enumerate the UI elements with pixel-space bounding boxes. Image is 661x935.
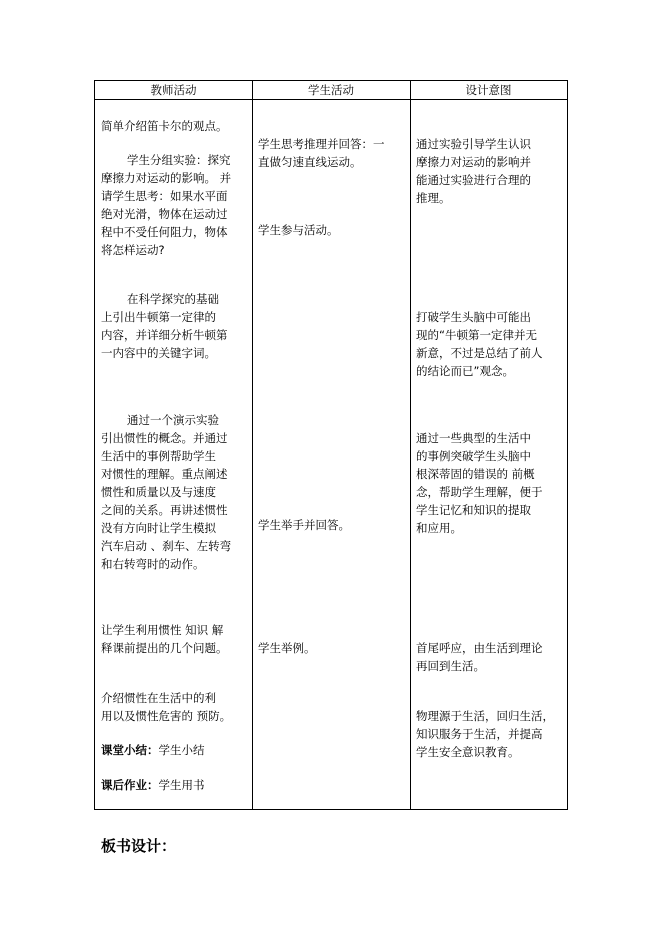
teacher-intro: 简单介绍笛卡尔的观点。 — [101, 119, 228, 133]
class-summary — [101, 741, 205, 759]
student-raise-hand: 学生举手并回答。 — [258, 518, 350, 532]
student-examples: 学生举例。 — [258, 641, 316, 655]
class-summary-label: 课堂小结： — [101, 743, 159, 757]
header-teacher: 教师活动 — [150, 83, 197, 97]
student-participate: 学生参与活动。 — [258, 223, 339, 237]
column-divider-2 — [410, 81, 411, 809]
homework — [101, 776, 205, 794]
student-answer-1: 学生思考推理并回答：一 — [258, 137, 385, 151]
table-header-row — [95, 81, 567, 100]
column-divider-1 — [252, 81, 253, 809]
class-summary-text: 学生小结 — [158, 743, 205, 757]
lesson-table: 教师活动 学生活动 设计意图 简单介绍笛卡尔的观点。 学生分组实验：探究 摩擦力对运动的影响。 并 请学生思考：如果水平面 绝对光滑，物体在运动过 程中不受任何阻力，物体 将怎样运动? 在科学探究的基础 上引出牛顿第一定律的 内容，并详细分析牛顿第 一内容中的关键字词。 通过一个演示实验 引出惯性的概念。并通过 生活中的事例帮助学生 对惯性的理解。重点阐述 惯性和质量以及与速度 之间的关系。再讲述惯性 没有方向时让学生模拟 汽车启动 、刹车、左转弯 和右转弯时的动作。 让学生利用惯性 知识 解 释课前提出的几个问题。 介绍惯性在生活中的利 用以及惯性危害的 预防。 课堂小结：学生小结 课后作业：学生用书 学生思考推理并回答：一 直做匀速直线运动。 学生参与活动。 学生举手并回答。 学生举例。 通过实验引导学生认识 摩擦力对运动的影响并 能通过实验进行合理的 推理。 打破学生头脑中可能出 现的“牛顿第一定律并无 新意，不过是总结了前人 的结论而已”观念。 通过一些典型的生活中 的事例突破学生头脑中 根深蒂固的错误的 前概 念，帮助学生理解，便于 学生记忆和知识的提取 和应用。 首尾呼应，由生活到理论 再回到生活。 物理源于生活，回归生活， 知识服务于生活，并提高 学生安全意识教育。 — [94, 80, 568, 810]
board-design-title: 板书设计： — [101, 837, 177, 855]
header-design: 设计意图 — [465, 83, 512, 97]
homework-label: 课后作业： — [101, 778, 159, 792]
student-answer-2: 直做匀速直线运动。 — [258, 155, 362, 169]
homework-text: 学生用书 — [158, 778, 205, 792]
header-student: 学生活动 — [308, 83, 354, 97]
